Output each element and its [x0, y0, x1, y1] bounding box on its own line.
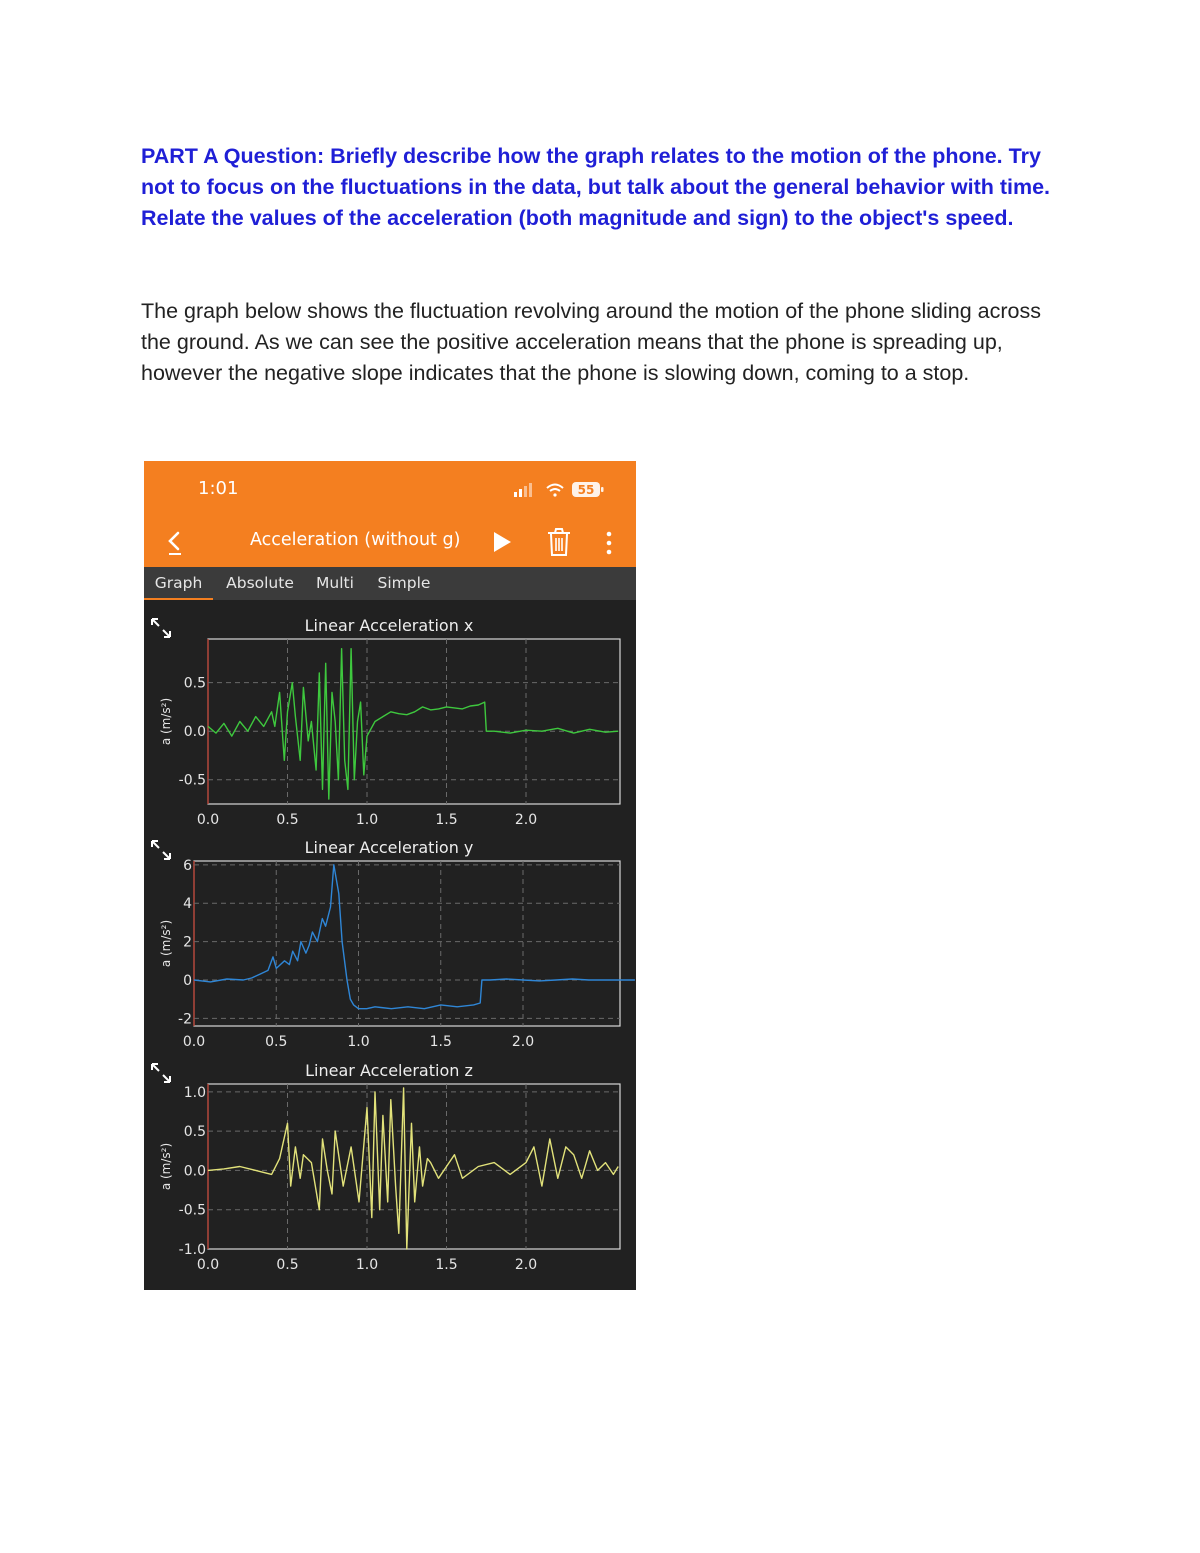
tab-simple[interactable]: Simple — [377, 574, 431, 592]
x-tick-label: 0.5 — [265, 1034, 288, 1050]
signal-icon — [514, 483, 532, 497]
question-text: PART A Question: Briefly describe how the graph relates to the motion of the phone. Try not to focus on the fluctuations in the data, but talk about the general behavior with time. Relate the values of the acceleration (both magnitude and sign) to the object's speed. — [141, 144, 1051, 230]
play-icon[interactable] — [490, 530, 514, 554]
toolbar — [144, 517, 636, 567]
x-tick-label: 2.0 — [514, 1257, 538, 1273]
x-tick-label: 0.0 — [196, 1257, 220, 1273]
x-tick-label: 0.0 — [182, 1034, 206, 1050]
y-tick-label: 0 — [183, 972, 192, 989]
status-time: 1:01 — [198, 478, 239, 499]
y-tick-label: 0.5 — [183, 675, 206, 692]
chart-linear-acceleration-x — [144, 609, 636, 831]
tab-graph[interactable]: Graph — [144, 567, 213, 600]
chart-title: Linear Acceleration z — [305, 1061, 473, 1080]
status-icons — [514, 479, 609, 501]
tab-multi[interactable]: Multi — [316, 574, 354, 592]
y-axis-label: a (m/s²) — [159, 1142, 173, 1191]
x-tick-label: 0.0 — [196, 812, 220, 828]
x-tick-label: 1.5 — [429, 1034, 452, 1050]
y-axis-label: a (m/s²) — [159, 919, 173, 968]
y-tick-label: -1.0 — [178, 1242, 206, 1258]
series-line — [208, 649, 618, 799]
y-tick-label: -0.5 — [178, 1202, 206, 1219]
status-bar — [144, 461, 636, 517]
tab-bar — [144, 567, 636, 600]
y-tick-label: -2 — [178, 1011, 192, 1028]
y-tick-label: 0.0 — [183, 1163, 206, 1180]
plot-frame — [208, 1084, 620, 1249]
y-tick-label: 4 — [183, 896, 192, 913]
y-tick-label: 0.5 — [183, 1124, 206, 1141]
series-line — [208, 1088, 618, 1249]
wifi-icon — [547, 485, 563, 497]
y-tick-label: 6 — [183, 857, 192, 874]
x-tick-label: 1.0 — [355, 812, 379, 828]
y-tick-label: 0.0 — [183, 724, 206, 741]
chart-linear-acceleration-y — [144, 831, 636, 1053]
plot-frame — [194, 861, 620, 1026]
plot-frame — [208, 639, 620, 804]
x-tick-label: 1.5 — [435, 812, 458, 828]
x-tick-label: 2.0 — [514, 812, 538, 828]
chart-linear-acceleration-z — [144, 1054, 636, 1276]
series-line — [194, 865, 635, 1009]
x-tick-label: 1.0 — [355, 1257, 379, 1273]
y-tick-label: 2 — [183, 934, 192, 951]
battery-level: 55 — [577, 483, 595, 497]
x-tick-label: 2.0 — [511, 1034, 535, 1050]
phone-screenshot — [144, 461, 636, 1290]
x-tick-label: 1.5 — [435, 1257, 458, 1273]
answer-text: The graph below shows the fluctuation revolving around the motion of the phone sliding across the ground. As we can see the positive acceleration means that the phone is spreading up, however the negative slope indicates that the phone is slowing down, coming to a stop. — [141, 299, 1041, 385]
chart-title: Linear Acceleration x — [304, 616, 474, 635]
x-tick-label: 0.5 — [276, 812, 299, 828]
more-vertical-icon[interactable] — [599, 528, 619, 558]
trash-icon[interactable] — [546, 527, 572, 557]
battery-icon — [572, 482, 604, 497]
back-arrow-icon[interactable] — [164, 529, 186, 557]
tab-absolute[interactable]: Absolute — [226, 574, 294, 592]
y-axis-label: a (m/s²) — [159, 697, 173, 746]
y-tick-label: -0.5 — [178, 772, 206, 789]
x-tick-label: 1.0 — [347, 1034, 370, 1050]
x-tick-label: 0.5 — [276, 1257, 299, 1273]
screen-title: Acceleration (without g) — [250, 530, 461, 550]
y-tick-label: 1.0 — [183, 1084, 206, 1101]
chart-title: Linear Acceleration y — [304, 838, 474, 857]
